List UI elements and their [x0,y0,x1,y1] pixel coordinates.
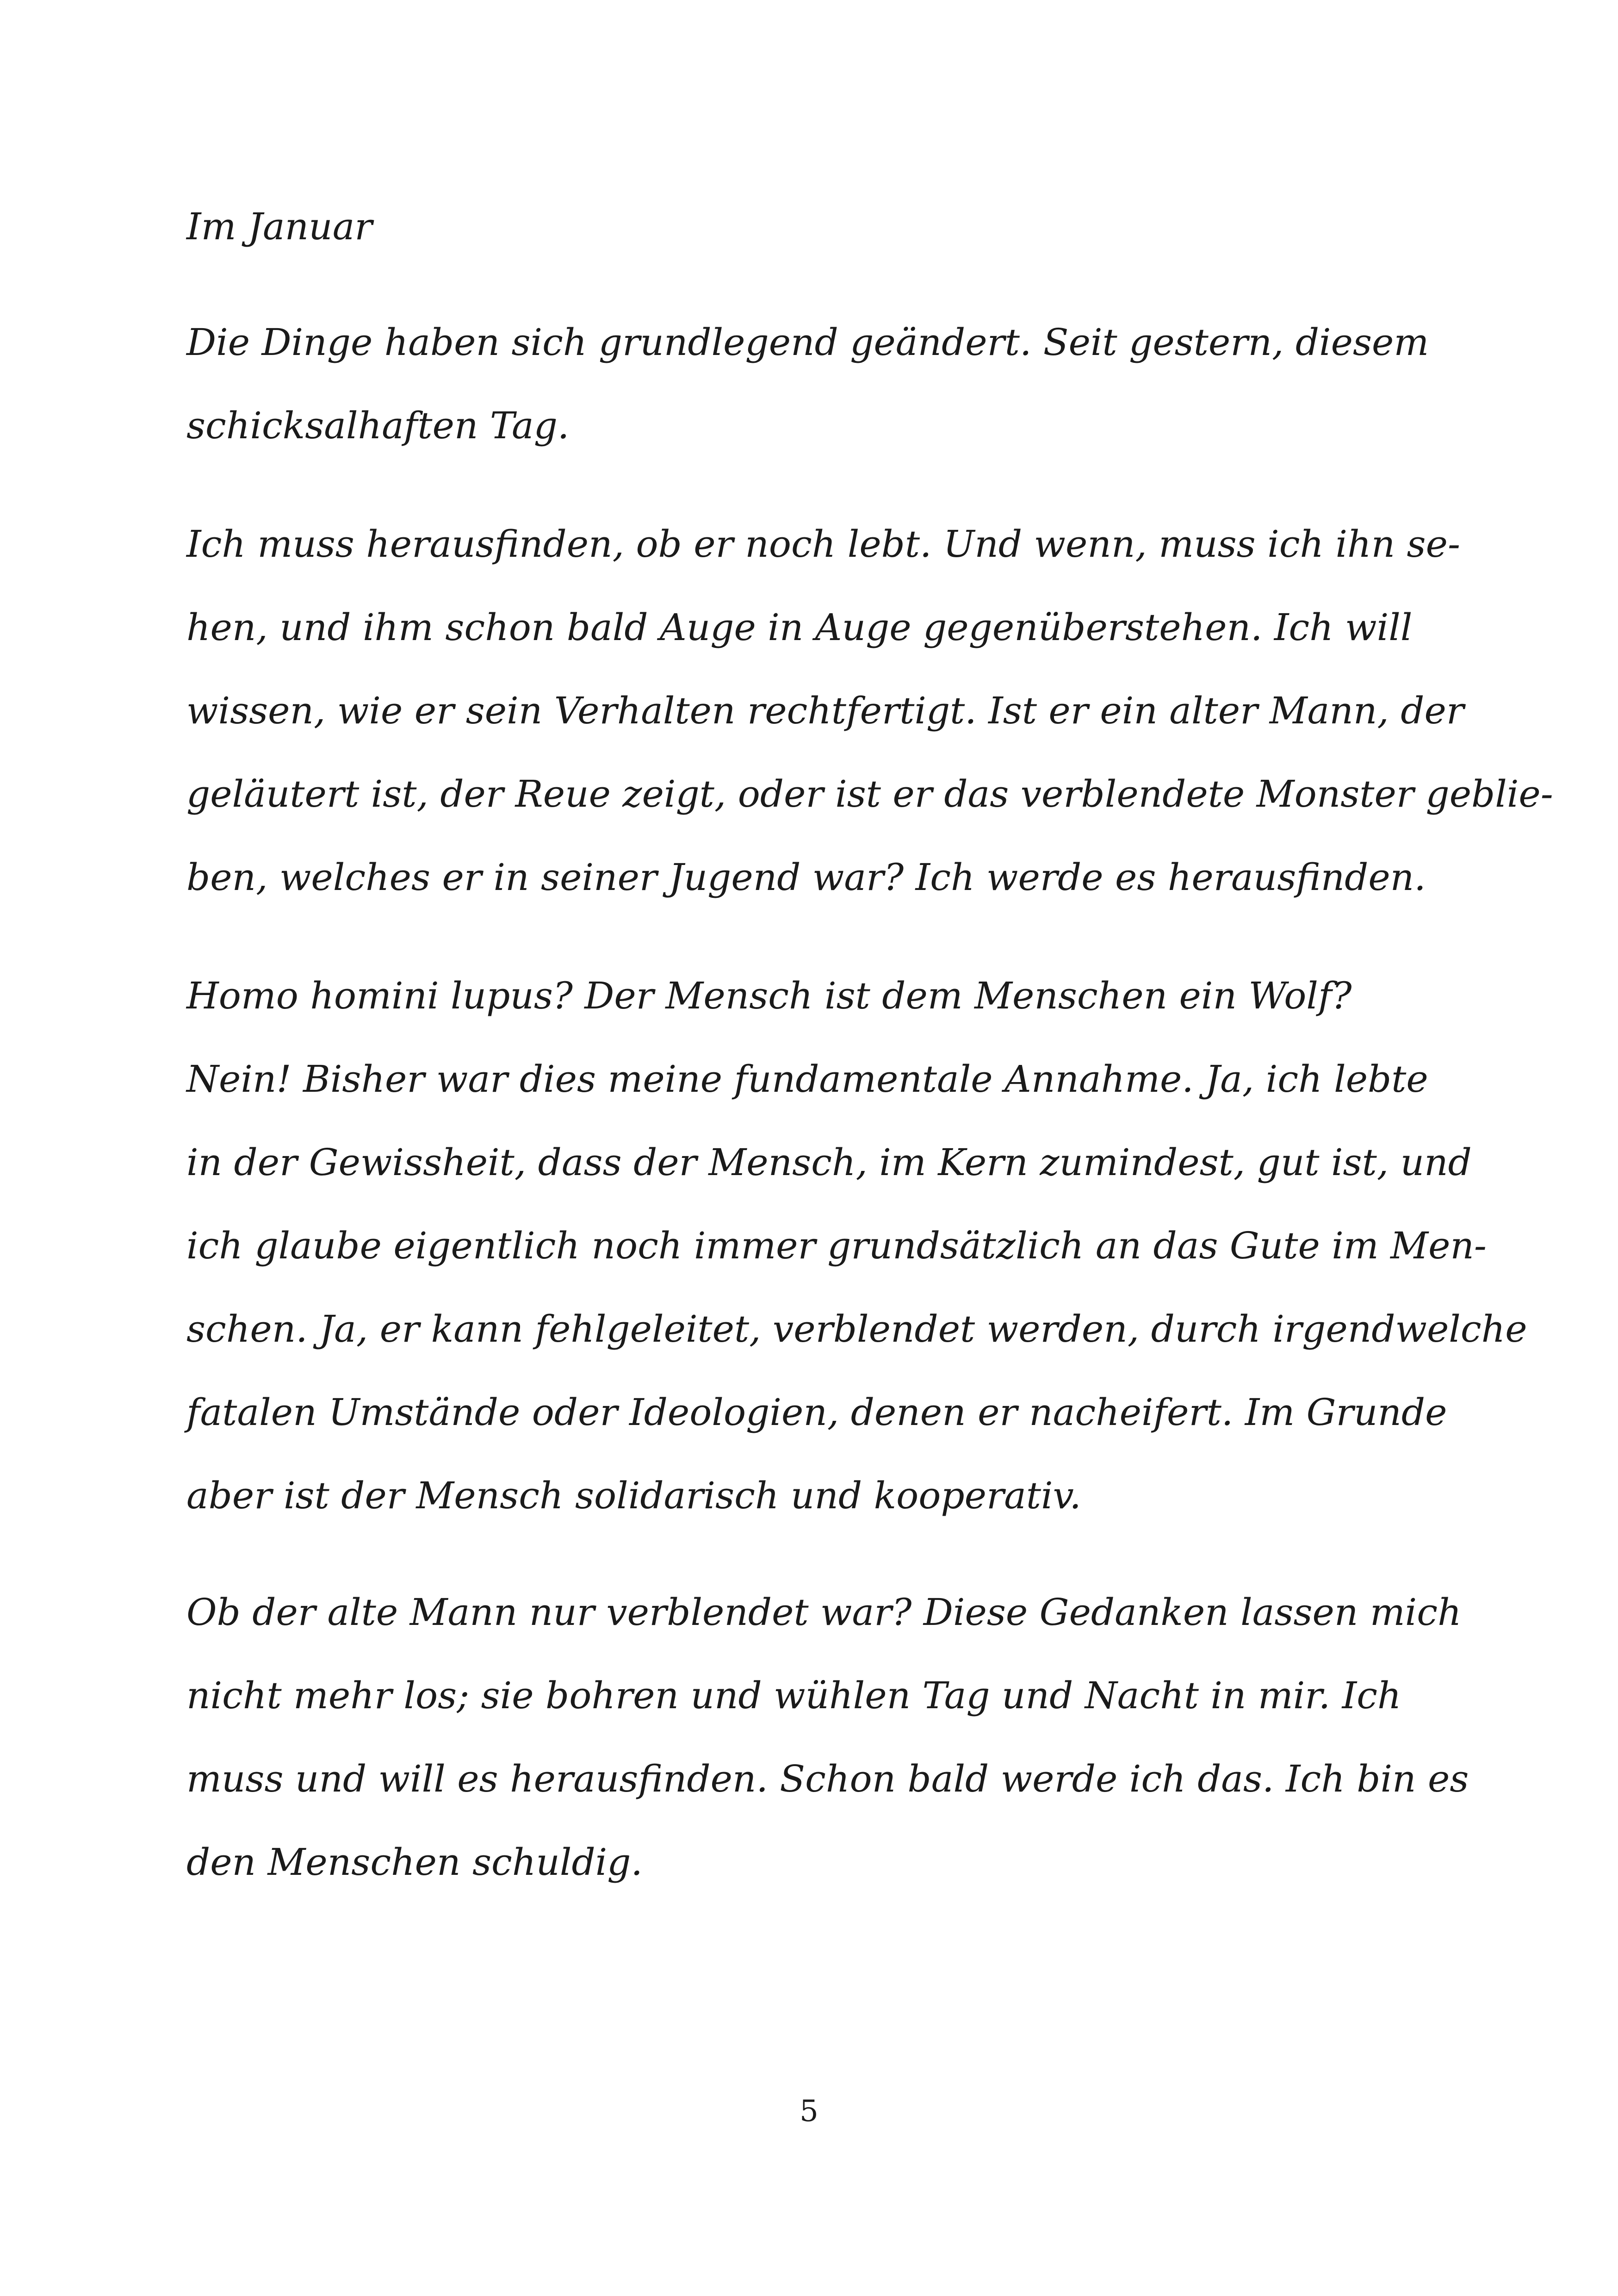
text-line: Die Dinge haben sich grundlegend geändert. Seit gestern, diesem [186,321,1429,364]
paragraph [186,301,1445,467]
text-line: ben, welches er in seiner Jugend war? Ich werde es herausfinden. [186,856,1426,899]
text-line: Ob der alte Mann nur verblendet war? Diese Gedanken lassen mich [186,1591,1462,1634]
text-line: Homo homini lupus? Der Mensch ist dem Menschen ein Wolf? [186,974,1352,1017]
text-line: fatalen Umstände oder Ideologien, denen er nacheifert. Im Grunde [186,1391,1447,1434]
text-line: hen, und ihm schon bald Auge in Auge gegenüberstehen. Ich will [186,606,1413,649]
text-line: aber ist der Mensch solidarisch und kooperativ. [186,1474,1081,1517]
text-line: schen. Ja, er kann fehlgeleitet, verblendet werden, durch irgendwelche [186,1307,1527,1350]
text-line: muss und will es herausfinden. Schon bald werde ich das. Ich bin es [186,1757,1469,1800]
diary-heading: Im Januar [186,205,372,248]
page-number: 5 [800,2094,818,2128]
paragraph [186,503,1553,919]
text-line: Nein! Bisher war dies meine fundamentale Annahme. Ja, ich lebte [186,1058,1428,1101]
text-line: in der Gewissheit, dass der Mensch, im Kern zumindest, gut ist, und [186,1141,1472,1184]
text-line: wissen, wie er sein Verhalten rechtfertigt. Ist er ein alter Mann, der [186,689,1464,732]
text-line: Ich muss herausfinden, ob er noch lebt. Und wenn, muss ich ihn se- [186,523,1460,566]
body-text [186,185,1553,1904]
text-line: nicht mehr los; sie bohren und wühlen Tag und Nacht in mir. Ich [186,1674,1401,1717]
text-line: den Menschen schuldig. [186,1841,643,1884]
text-line: schicksalhaften Tag. [186,404,570,447]
text-line: ich glaube eigentlich noch immer grundsätzlich an das Gute im Men- [186,1224,1487,1267]
text-line: geläutert ist, der Reue zeigt, oder ist er das verblendete Monster geblie- [186,772,1553,815]
paragraph [186,1571,1469,1904]
paragraph [186,954,1527,1537]
